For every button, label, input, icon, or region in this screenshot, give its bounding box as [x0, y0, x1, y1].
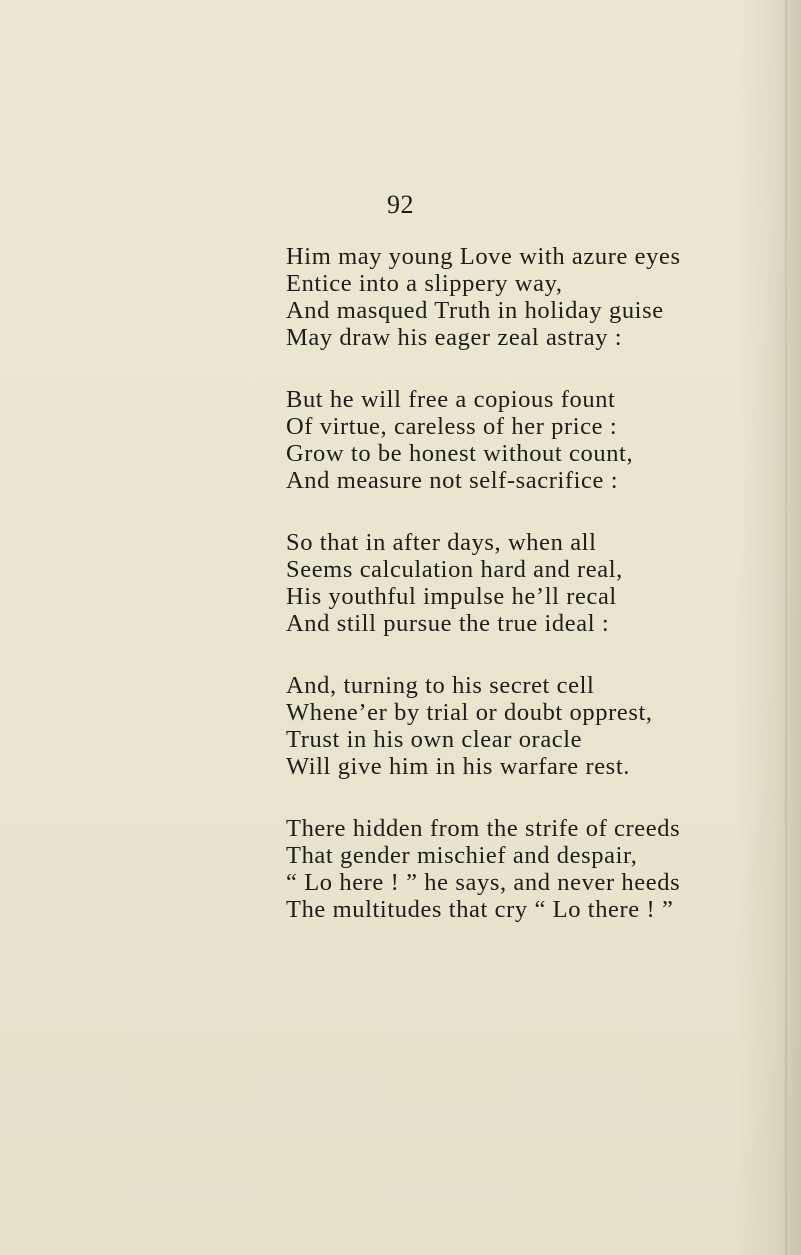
poem-line: And masqued Truth in holiday guise: [286, 297, 664, 324]
poem-line: There hidden from the strife of creeds: [286, 815, 681, 842]
poem-line: And measure not self-sacrifice :: [286, 467, 619, 494]
poem-line: “ Lo here ! ” he says, and never heeds: [286, 869, 681, 896]
poem-line: Him may young Love with azure eyes: [286, 243, 681, 270]
poem-line: And, turning to his secret cell: [286, 672, 595, 699]
stanza-5: [286, 815, 786, 923]
poem-line: But he will free a copious fount: [286, 386, 616, 413]
poem-line: Trust in his own clear oracle: [286, 726, 583, 753]
poem-line: That gender mischief and despair,: [286, 842, 638, 869]
poem-line: Whene’er by trial or doubt opprest,: [286, 699, 653, 726]
stanza-4: [286, 672, 786, 780]
page-number: 92: [387, 190, 414, 219]
poem-line: And still pursue the true ideal :: [286, 610, 610, 637]
poem-line: Entice into a slippery way,: [286, 270, 563, 297]
poem-line: The multitudes that cry “ Lo there ! ”: [286, 896, 674, 923]
stanza-3: [286, 529, 786, 637]
poem: [286, 243, 786, 958]
poem-line: May draw his eager zeal astray :: [286, 324, 623, 351]
poem-line: Grow to be honest without count,: [286, 440, 634, 467]
poem-line: His youthful impulse he’ll recal: [286, 583, 617, 610]
poem-line: So that in after days, when all: [286, 529, 597, 556]
poem-line: Seems calculation hard and real,: [286, 556, 623, 583]
stanza-2: [286, 386, 786, 494]
stanza-1: [286, 243, 786, 351]
poem-line: Will give him in his warfare rest.: [286, 753, 630, 780]
poem-line: Of virtue, careless of her price :: [286, 413, 618, 440]
